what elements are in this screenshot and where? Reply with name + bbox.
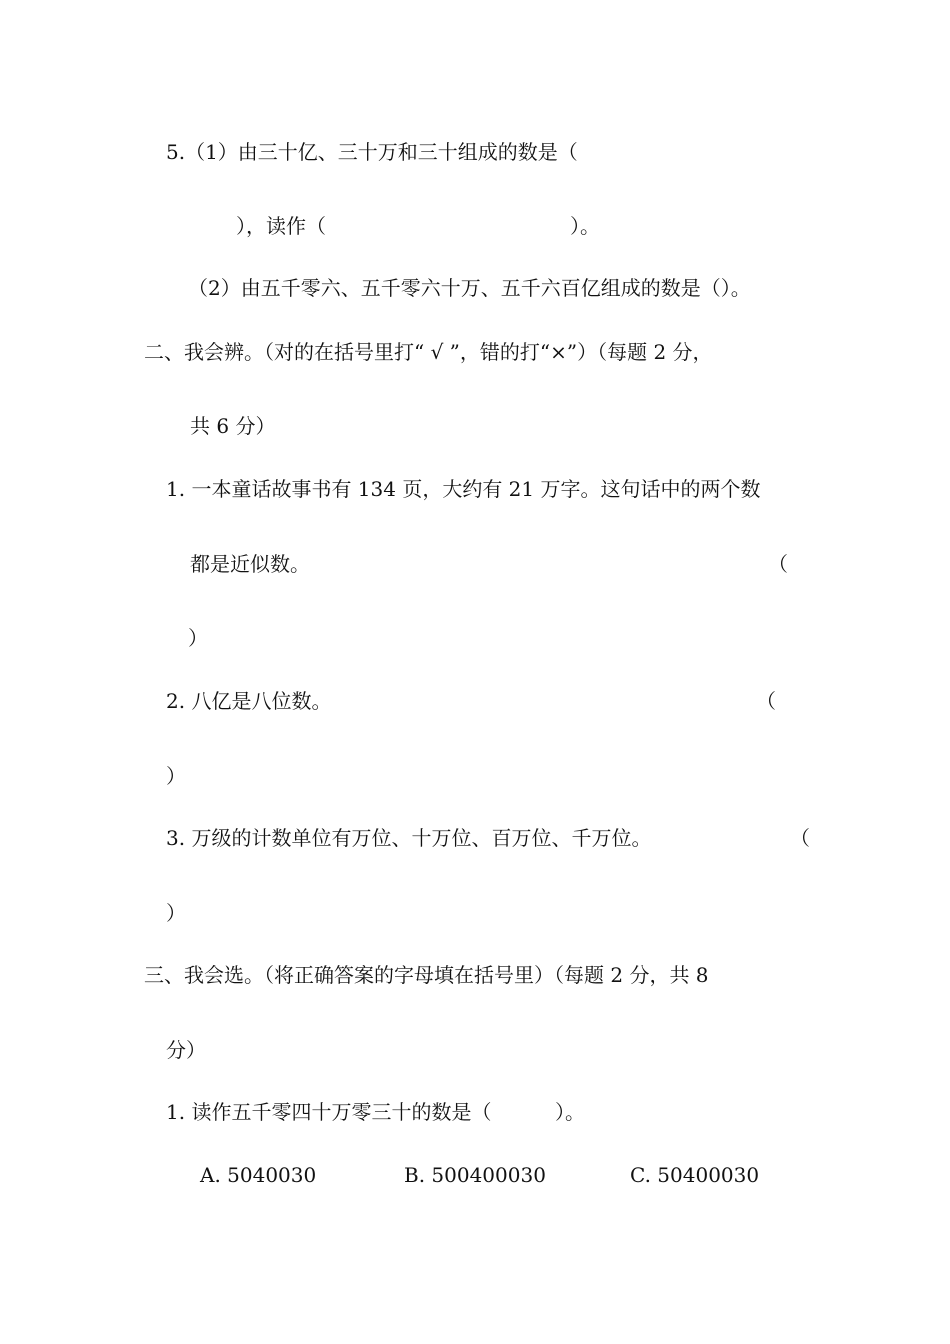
section3-q1-option-a: A. 5040030 — [200, 1163, 317, 1187]
section2-item3: 3. 万级的计数单位有万位、十万位、百万位、千万位。 — [166, 826, 652, 850]
section3-q1-text: 1. 读作五千零四十万零三十的数是（ ）。 — [166, 1100, 586, 1124]
section3-heading-line2: 分） — [166, 1038, 206, 1062]
q5-part2: （2）由五千零六、五千零六十万、五千六百亿组成的数是（）。 — [188, 276, 751, 300]
section2-heading-line2: 共 6 分） — [190, 414, 276, 438]
section3-q1-option-b: B. 500400030 — [404, 1163, 546, 1187]
section2-item2: 2. 八亿是八位数。 — [166, 689, 332, 713]
section3-q1-option-c: C. 50400030 — [630, 1163, 760, 1187]
section2-item2-open-paren: （ — [756, 689, 776, 713]
section2-item2-close-paren: ） — [166, 764, 186, 788]
q5-part1-line2-end: ）。 — [570, 214, 600, 238]
section2-item1-open-paren: （ — [768, 552, 788, 576]
q5-part1-line1: 5.（1）由三十亿、三十万和三十组成的数是（ — [166, 140, 578, 164]
section2-item1-line1: 1. 一本童话故事书有 134 页，大约有 21 万字。这句话中的两个数 — [166, 477, 761, 501]
section2-item3-open-paren: （ — [790, 826, 810, 850]
section2-item1-close-paren: ） — [188, 626, 208, 650]
section2-item3-close-paren: ） — [166, 901, 186, 925]
section3-heading-line1: 三、我会选。（将正确答案的字母填在括号里）（每题 2 分，共 8 — [144, 963, 709, 987]
section2-heading-line1: 二、我会辨。（对的在括号里打“ √ ”，错的打“×”）（每题 2 分， — [144, 340, 713, 364]
q5-part1-line2: ），读作（ — [236, 214, 326, 238]
section2-item1-line2: 都是近似数。 — [190, 552, 310, 576]
